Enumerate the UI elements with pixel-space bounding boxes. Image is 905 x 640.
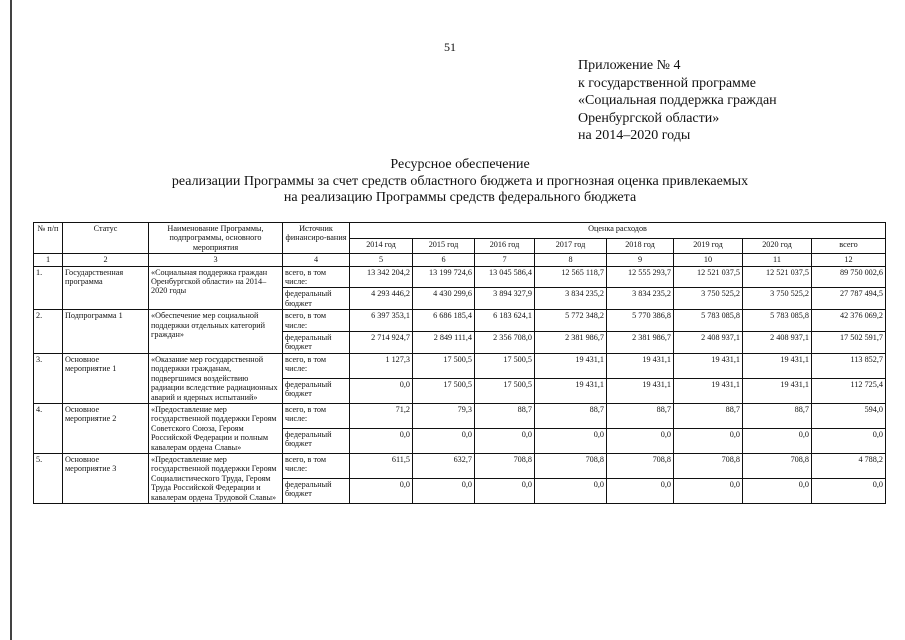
header-status: Статус [63,223,149,254]
value-cell: 79,3 [413,403,475,428]
row-status: Государственная программа [63,266,149,310]
header-year: 2020 год [743,238,812,254]
value-cell: 0,0 [607,428,674,453]
column-number: 1 [34,254,63,266]
value-cell: 113 852,7 [812,353,886,378]
row-source: всего, в том числе: [283,353,350,378]
value-cell: 89 750 002,6 [812,266,886,288]
table-row [34,353,886,378]
value-cell: 594,0 [812,403,886,428]
row-source: федеральный бюджет [283,332,350,354]
value-cell: 13 342 204,2 [350,266,413,288]
document-title [120,157,800,207]
header-year: 2019 год [674,238,743,254]
row-number: 2. [34,310,63,354]
value-cell: 0,0 [812,478,886,503]
value-cell: 112 725,4 [812,378,886,403]
value-cell: 42 376 069,2 [812,310,886,332]
header-year: 2016 год [475,238,535,254]
appendix-line: на 2014–2020 годы [578,128,691,143]
value-cell: 88,7 [607,403,674,428]
value-cell: 0,0 [413,478,475,503]
table-row [34,266,886,288]
value-cell: 88,7 [743,403,812,428]
value-cell: 6 686 185,4 [413,310,475,332]
row-number: 5. [34,453,63,503]
value-cell: 5 783 085,8 [743,310,812,332]
value-cell: 2 381 986,7 [535,332,607,354]
row-source: всего, в том числе: [283,453,350,478]
value-cell: 19 431,1 [607,353,674,378]
column-number: 5 [350,254,413,266]
value-cell: 0,0 [413,428,475,453]
row-name: «Предоставление мер государственной поддержки Героям Социалистического Труда, Героям Труда Российской Федерации и кавалерам ордена Трудовой Славы» [149,453,283,503]
value-cell: 0,0 [674,428,743,453]
row-status: Основное мероприятие 3 [63,453,149,503]
value-cell: 632,7 [413,453,475,478]
page-number: 51 [444,40,456,54]
column-number: 12 [812,254,886,266]
value-cell: 17 500,5 [413,378,475,403]
value-cell: 708,8 [607,453,674,478]
row-name: «Предоставление мер государственной поддержки Героям Советского Союза, Героям Российской Федерации и полным кавалерам ордена Славы» [149,403,283,453]
header-name: Наименование Программы, подпрограммы, основного мероприятия [149,223,283,254]
header-source: Источник финансиро-вания [283,223,350,254]
value-cell: 2 714 924,7 [350,332,413,354]
value-cell: 71,2 [350,403,413,428]
value-cell: 88,7 [674,403,743,428]
scan-edge-line [10,0,12,640]
value-cell: 0,0 [743,478,812,503]
appendix-block [578,57,777,145]
value-cell: 19 431,1 [674,353,743,378]
resource-table [33,222,886,504]
row-number: 4. [34,403,63,453]
value-cell: 708,8 [674,453,743,478]
title-line: Ресурсное обеспечение [390,157,530,172]
header-year: 2015 год [413,238,475,254]
row-status: Основное мероприятие 1 [63,353,149,403]
table-body [34,223,886,504]
row-source: всего, в том числе: [283,403,350,428]
value-cell: 2 356 708,0 [475,332,535,354]
row-source: федеральный бюджет [283,378,350,403]
value-cell: 0,0 [607,478,674,503]
value-cell: 4 788,2 [812,453,886,478]
value-cell: 27 787 494,5 [812,288,886,310]
row-source: федеральный бюджет [283,478,350,503]
value-cell: 2 408 937,1 [743,332,812,354]
column-number: 4 [283,254,350,266]
value-cell: 3 834 235,2 [607,288,674,310]
value-cell: 0,0 [535,428,607,453]
value-cell: 3 750 525,2 [674,288,743,310]
row-number: 1. [34,266,63,310]
column-number: 3 [149,254,283,266]
column-number: 8 [535,254,607,266]
value-cell: 19 431,1 [607,378,674,403]
value-cell: 17 500,5 [413,353,475,378]
value-cell: 19 431,1 [743,378,812,403]
value-cell: 5 783 085,8 [674,310,743,332]
value-cell: 0,0 [475,478,535,503]
value-cell: 4 293 446,2 [350,288,413,310]
value-cell: 3 834 235,2 [535,288,607,310]
value-cell: 19 431,1 [743,353,812,378]
value-cell: 17 500,5 [475,378,535,403]
row-status: Основное мероприятие 2 [63,403,149,453]
value-cell: 6 397 353,1 [350,310,413,332]
value-cell: 3 750 525,2 [743,288,812,310]
value-cell: 6 183 624,1 [475,310,535,332]
header-num: № п/п [34,223,63,254]
header-year: 2018 год [607,238,674,254]
title-line: реализации Программы за счет средств областного бюджета и прогнозная оценка привлекаемых [171,173,749,189]
header-year: всего [812,238,886,254]
value-cell: 0,0 [674,478,743,503]
column-number: 11 [743,254,812,266]
row-name: «Социальная поддержка граждан Оренбургской области» на 2014–2020 годы [149,266,283,310]
appendix-line: к государственной программе [578,75,756,91]
value-cell: 12 555 293,7 [607,266,674,288]
value-cell: 2 408 937,1 [674,332,743,354]
column-number: 7 [475,254,535,266]
column-number: 10 [674,254,743,266]
value-cell: 0,0 [350,428,413,453]
value-cell: 5 772 348,2 [535,310,607,332]
value-cell: 12 521 037,5 [674,266,743,288]
column-number: 9 [607,254,674,266]
value-cell: 2 381 986,7 [607,332,674,354]
value-cell: 19 431,1 [535,353,607,378]
value-cell: 0,0 [475,428,535,453]
value-cell: 88,7 [475,403,535,428]
appendix-line: «Социальная поддержка граждан [578,93,777,108]
value-cell: 3 894 327,9 [475,288,535,310]
value-cell: 2 849 111,4 [413,332,475,354]
value-cell: 708,8 [743,453,812,478]
value-cell: 1 127,3 [350,353,413,378]
value-cell: 0,0 [743,428,812,453]
table-row [34,403,886,428]
header-estimate: Оценка расходов [350,223,886,239]
row-source: федеральный бюджет [283,288,350,310]
row-number: 3. [34,353,63,403]
appendix-line: Приложение № 4 [578,58,681,73]
value-cell: 611,5 [350,453,413,478]
column-number: 6 [413,254,475,266]
value-cell: 13 045 586,4 [475,266,535,288]
table-row [34,453,886,478]
row-source: федеральный бюджет [283,428,350,453]
row-status: Подпрограмма 1 [63,310,149,354]
column-number: 2 [63,254,149,266]
table-colnum-row [34,254,886,266]
value-cell: 19 431,1 [674,378,743,403]
value-cell: 708,8 [475,453,535,478]
title-line: на реализацию Программы средств федерального бюджета [283,190,637,205]
value-cell: 17 502 591,7 [812,332,886,354]
header-year: 2017 год [535,238,607,254]
value-cell: 17 500,5 [475,353,535,378]
table-header-row [34,223,886,239]
value-cell: 708,8 [535,453,607,478]
appendix-line: Оренбургской области» [578,110,720,126]
header-year: 2014 год [350,238,413,254]
table-row [34,310,886,332]
value-cell: 5 770 386,8 [607,310,674,332]
row-source: всего, в том числе: [283,310,350,332]
row-name: «Обеспечение мер социальной поддержки отдельных категорий граждан» [149,310,283,354]
value-cell: 12 565 118,7 [535,266,607,288]
value-cell: 0,0 [350,478,413,503]
value-cell: 4 430 299,6 [413,288,475,310]
value-cell: 0,0 [812,428,886,453]
value-cell: 12 521 037,5 [743,266,812,288]
value-cell: 19 431,1 [535,378,607,403]
value-cell: 13 199 724,6 [413,266,475,288]
value-cell: 88,7 [535,403,607,428]
row-source: всего, в том числе: [283,266,350,288]
value-cell: 0,0 [350,378,413,403]
row-name: «Оказание мер государственной поддержки гражданам, подвергшимся воздействию радиации вследствие радиационных аварий и ядерных испытаний» [149,353,283,403]
value-cell: 0,0 [535,478,607,503]
